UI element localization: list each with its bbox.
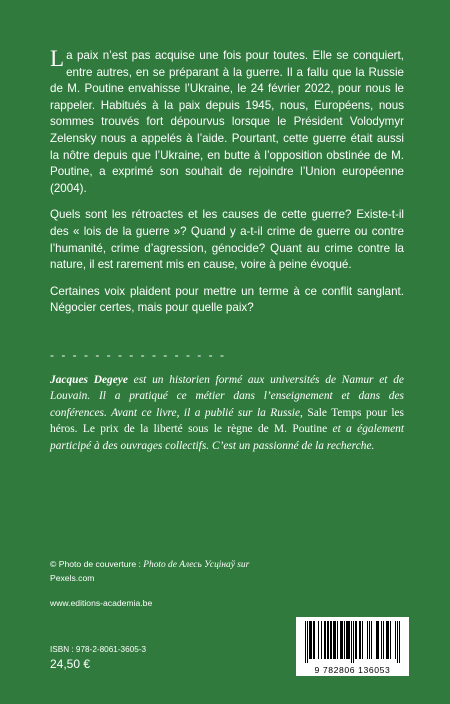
barcode-bar <box>342 621 343 659</box>
barcode-bar <box>337 621 338 659</box>
blurb-paragraph-1-text: a paix n’est pas acquise une fois pour toutes. Elle se conquiert, entre autres, en se préparant à la guerre. Il a fallu que la Russie de M. Poutine envahisse l’Ukraine, le 24 février 2022, pour nous le rappeler. Habitués à la paix depuis 1945, nous, Européens, nous sommes trouvés fort dépourvus lorsque le Président Volodymyr Zelensky nous a appelés à l’aide. Pourtant, cette guerre était aussi la nôtre depuis que l’Ukraine, en butte à l’opposition obstinée de M. Poutine, a exprimé son souhait de rejoindre l’Union européenne (2004). <box>50 49 404 195</box>
barcode-bar <box>356 621 357 659</box>
barcode-bar <box>387 621 388 659</box>
barcode-bar <box>362 621 363 659</box>
bio-title-prefix: sur la Russie, <box>237 406 303 419</box>
barcode-bar <box>378 621 379 659</box>
barcode-bar <box>325 621 326 659</box>
credit-prefix: © Photo de couverture : <box>50 559 144 569</box>
barcode-bar <box>309 621 310 659</box>
barcode-bar <box>327 621 328 659</box>
barcode-bar <box>351 621 352 663</box>
barcode-bar <box>386 621 387 659</box>
barcode-bar <box>399 621 400 663</box>
blurb-paragraph-3: Certaines voix plaident pour mettre un terme à ce conflit sanglant. Négocier certes, mais pour quelle paix? <box>50 284 404 315</box>
price: 24,50 € <box>50 657 91 671</box>
barcode-bar <box>314 621 315 659</box>
photo-credit <box>50 558 280 585</box>
barcode-bar <box>341 621 342 659</box>
barcode <box>296 617 409 676</box>
bio-book-title: Sale Temps pour les héros. Le prix de la liberté sous le règne de M. Poutine <box>50 406 404 436</box>
barcode-bar <box>390 621 391 659</box>
barcode-bar <box>305 621 306 663</box>
barcode-bar <box>348 621 349 659</box>
barcode-bar <box>371 621 372 659</box>
barcode-bar <box>333 621 334 659</box>
barcode-bar <box>313 621 314 659</box>
barcode-bars <box>296 617 409 663</box>
barcode-bar <box>311 621 312 659</box>
credit-source: Pexels.com <box>50 573 95 583</box>
barcode-bar <box>359 621 360 659</box>
barcode-bar <box>395 621 396 659</box>
blurb-text <box>50 48 404 327</box>
barcode-bar <box>353 621 354 663</box>
barcode-bar <box>334 621 335 659</box>
barcode-bar <box>310 621 311 659</box>
barcode-bar <box>340 621 341 659</box>
isbn: ISBN : 978-2-8061-3605-3 <box>50 645 147 654</box>
author-name: Jacques Degeye <box>50 374 128 386</box>
barcode-bar <box>360 621 361 659</box>
barcode-bar <box>397 621 398 663</box>
barcode-bar <box>344 621 345 659</box>
barcode-bar <box>328 621 329 659</box>
barcode-bar <box>377 621 378 659</box>
barcode-bar <box>324 621 325 659</box>
barcode-bar <box>388 621 389 659</box>
barcode-bar <box>321 621 322 659</box>
barcode-bar <box>331 621 332 659</box>
bio-text-1: est un historien formé aux universités de Namur et de Louvain. Il a pratiqué ce métier dans l’enseignement et dans des conférences. Avant ce livre, il a publié <box>50 374 404 419</box>
barcode-bar <box>347 621 348 659</box>
barcode-bar <box>381 621 382 659</box>
bio-text-2: et a également participé à des ouvrages collectifs. C’est un passionné de la recherche. <box>50 423 404 452</box>
credit-photographer: Photo de Алесь Усцінаў sur <box>143 560 250 570</box>
blurb-paragraph-1 <box>50 48 404 197</box>
drop-cap: L <box>50 46 65 71</box>
barcode-bar <box>376 621 377 659</box>
barcode-bar <box>383 621 384 659</box>
barcode-bar <box>355 621 356 659</box>
barcode-bar <box>369 621 370 659</box>
barcode-bar <box>335 621 336 659</box>
barcode-bar <box>307 621 308 663</box>
author-bio <box>50 372 404 454</box>
blurb-paragraph-2: Quels sont les rétroactes et les causes de cette guerre? Existe-t-il des « lois de la guerre »? Quand y a-t-il crime de guerre ou contre l’humanité, crime d’agression, génocide? Quant au crime contre la nature, il est rarement mis en cause, voire à peine évoqué. <box>50 208 404 272</box>
dashed-separator: - - - - - - - - - - - - - - - - <box>50 348 226 362</box>
barcode-bar <box>330 621 331 659</box>
barcode-bar <box>349 621 350 659</box>
barcode-bar <box>367 621 368 659</box>
barcode-bar <box>346 621 347 659</box>
barcode-bar <box>318 621 319 659</box>
barcode-digits: 9 782806 136053 <box>314 665 391 675</box>
publisher-website: www.editions-academia.be <box>50 598 153 608</box>
